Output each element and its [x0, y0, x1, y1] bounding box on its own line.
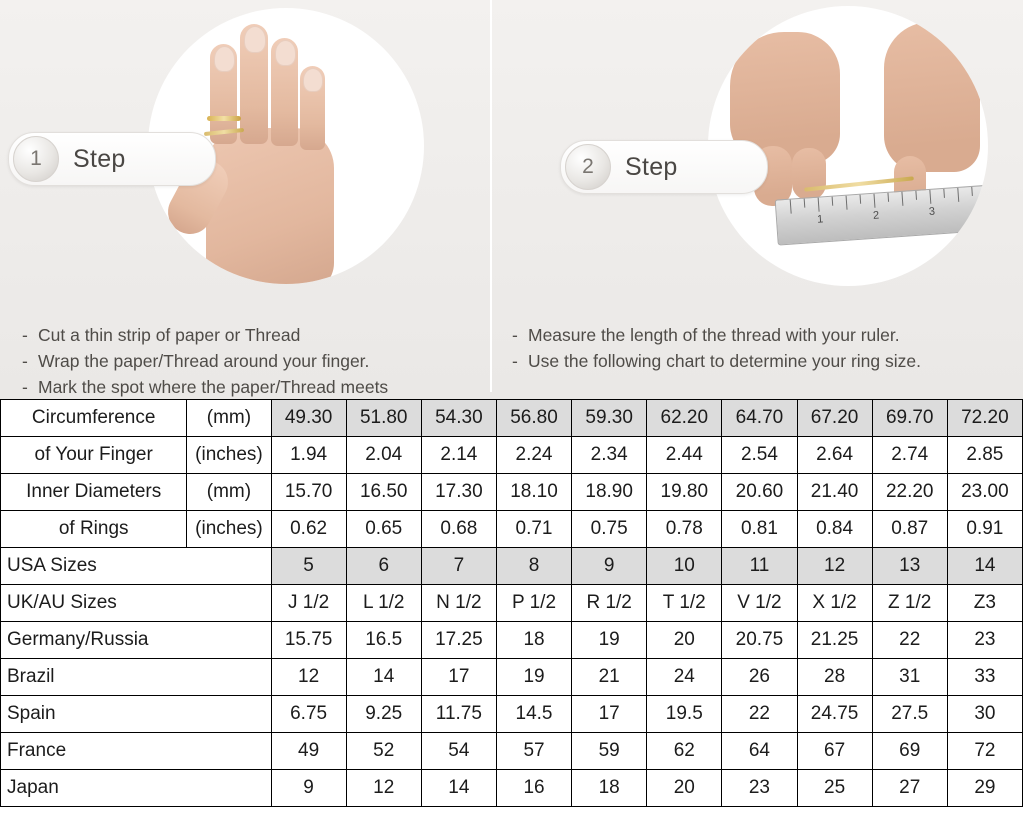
cell: 22.20	[872, 474, 947, 511]
cell: 19	[572, 622, 647, 659]
table-row	[1, 437, 1023, 474]
cell: 23.00	[947, 474, 1022, 511]
cell: 23	[947, 622, 1022, 659]
table-row	[1, 585, 1023, 622]
cell: 72	[947, 733, 1022, 770]
cell: 24.75	[797, 696, 872, 733]
ruler-tick	[929, 190, 931, 204]
cell: 16.5	[346, 622, 421, 659]
step-2-note-1	[512, 348, 1012, 374]
step-2-number: 2	[565, 144, 611, 190]
step-1-note-1-text: Wrap the paper/Thread around your finger.	[38, 351, 370, 371]
cell: 30	[947, 696, 1022, 733]
cell: 6.75	[271, 696, 346, 733]
step-1-note-2-text: Mark the spot where the paper/Thread meets	[38, 377, 389, 397]
row-unit-diameter-inches: (inches)	[187, 511, 271, 548]
cell: 12	[346, 770, 421, 807]
cell: 13	[872, 548, 947, 585]
cell: 56.80	[496, 400, 571, 437]
right-hand	[884, 22, 980, 172]
cell: 18	[572, 770, 647, 807]
ring-size-table	[0, 399, 1023, 807]
row-label-diameter-mm: Inner Diameters	[1, 474, 187, 511]
cell: 0.91	[947, 511, 1022, 548]
cell: 15.75	[271, 622, 346, 659]
cell: 20	[647, 622, 722, 659]
cell: 59	[572, 733, 647, 770]
ring-size-table-wrap	[0, 399, 1023, 807]
cell: 69.70	[872, 400, 947, 437]
cell: 25	[797, 770, 872, 807]
cell: 29	[947, 770, 1022, 807]
cell: 49.30	[271, 400, 346, 437]
cell: N 1/2	[421, 585, 496, 622]
table-row	[1, 548, 1023, 585]
ruler-number-2: 2	[872, 209, 880, 222]
step-1-panel	[0, 0, 490, 399]
step-1-notes	[22, 322, 472, 399]
step-2-note-0-text: Measure the length of the thread with your ruler.	[528, 325, 900, 345]
cell: 2.44	[647, 437, 722, 474]
cell: 2.24	[496, 437, 571, 474]
cell: 0.78	[647, 511, 722, 548]
cell: 8	[496, 548, 571, 585]
row-label-japan: Japan	[1, 770, 272, 807]
cell: 2.34	[572, 437, 647, 474]
cell: 19	[496, 659, 571, 696]
cell: 22	[722, 696, 797, 733]
cell: 5	[271, 548, 346, 585]
row-label-circumference-inches: of Your Finger	[1, 437, 187, 474]
row-unit-circumference-mm: (mm)	[187, 400, 271, 437]
ruler-tick	[971, 187, 973, 196]
cell: 0.75	[572, 511, 647, 548]
cell: 62	[647, 733, 722, 770]
cell: L 1/2	[346, 585, 421, 622]
cell: 18.10	[496, 474, 571, 511]
cell: 14.5	[496, 696, 571, 733]
step-1-note-0	[22, 322, 472, 348]
cell: 20.60	[722, 474, 797, 511]
cell: 28	[797, 659, 872, 696]
ruler-number-1: 1	[816, 213, 824, 226]
bullet-dash: -	[22, 377, 28, 397]
table-row	[1, 511, 1023, 548]
cell: 17	[572, 696, 647, 733]
ruler-tick	[790, 200, 792, 214]
cell: 2.85	[947, 437, 1022, 474]
cell: 10	[647, 548, 722, 585]
step-2-word: Step	[625, 152, 678, 181]
cell: 27	[872, 770, 947, 807]
ruler-tick	[873, 194, 875, 208]
row-label-spain: Spain	[1, 696, 272, 733]
cell: 67	[797, 733, 872, 770]
cell: Z 1/2	[872, 585, 947, 622]
cell: Z3	[947, 585, 1022, 622]
palm-shape	[206, 128, 334, 284]
table-row	[1, 733, 1023, 770]
bullet-dash: -	[512, 325, 518, 345]
cell: 64	[722, 733, 797, 770]
cell: 24	[647, 659, 722, 696]
row-label-usa: USA Sizes	[1, 548, 272, 585]
cell: 27.5	[872, 696, 947, 733]
row-unit-diameter-mm: (mm)	[187, 474, 271, 511]
cell: 33	[947, 659, 1022, 696]
bullet-dash: -	[22, 351, 28, 371]
row-label-uk-au: UK/AU Sizes	[1, 585, 272, 622]
cell: 62.20	[647, 400, 722, 437]
row-label-diameter-inches: of Rings	[1, 511, 187, 548]
cell: 20.75	[722, 622, 797, 659]
ruler-tick	[804, 199, 806, 208]
cell: 2.04	[346, 437, 421, 474]
cell: 9	[271, 770, 346, 807]
cell: 2.54	[722, 437, 797, 474]
ruler-tick	[887, 193, 889, 202]
cell: 72.20	[947, 400, 1022, 437]
ruler-number-3: 3	[928, 205, 936, 218]
cell: P 1/2	[496, 585, 571, 622]
step-1-badge	[8, 132, 216, 186]
step-1-word: Step	[73, 144, 126, 173]
ruler-tick	[901, 192, 903, 206]
cell: J 1/2	[271, 585, 346, 622]
table-row	[1, 659, 1023, 696]
cell: 2.74	[872, 437, 947, 474]
cell: V 1/2	[722, 585, 797, 622]
cell: 0.68	[421, 511, 496, 548]
cell: 0.62	[271, 511, 346, 548]
cell: 0.65	[346, 511, 421, 548]
cell: 15.70	[271, 474, 346, 511]
step-2-badge	[560, 140, 768, 194]
table-row	[1, 474, 1023, 511]
cell: 0.81	[722, 511, 797, 548]
step-1-note-2	[22, 374, 472, 399]
table-row	[1, 696, 1023, 733]
table-row	[1, 770, 1023, 807]
cell: T 1/2	[647, 585, 722, 622]
cell: 0.87	[872, 511, 947, 548]
cell: 12	[797, 548, 872, 585]
cell: 51.80	[346, 400, 421, 437]
left-hand-finger-2	[792, 148, 826, 200]
table-row	[1, 622, 1023, 659]
ring-band	[207, 116, 241, 121]
ruler-tick	[846, 196, 848, 210]
step-2-note-1-text: Use the following chart to determine your ring size.	[528, 351, 921, 371]
cell: 6	[346, 548, 421, 585]
cell: 16	[496, 770, 571, 807]
step-1-note-1	[22, 348, 472, 374]
row-label-germany-russia: Germany/Russia	[1, 622, 272, 659]
cell: 9.25	[346, 696, 421, 733]
cell: 14	[346, 659, 421, 696]
cell: 11	[722, 548, 797, 585]
cell: 9	[572, 548, 647, 585]
step-2-note-0	[512, 322, 1012, 348]
cell: 7	[421, 548, 496, 585]
ruler-tick	[832, 197, 834, 206]
cell: 16.50	[346, 474, 421, 511]
step-1-number: 1	[13, 136, 59, 182]
step-2-notes	[512, 322, 1012, 374]
cell: 21.25	[797, 622, 872, 659]
cell: 57	[496, 733, 571, 770]
cell: 54	[421, 733, 496, 770]
cell: 54.30	[421, 400, 496, 437]
ruler-tick	[818, 198, 820, 212]
bullet-dash: -	[22, 325, 28, 345]
nail-index	[214, 46, 235, 72]
bullet-dash: -	[512, 351, 518, 371]
step-2-panel	[492, 0, 1023, 399]
cell: 17.30	[421, 474, 496, 511]
ruler-tick	[943, 189, 945, 198]
cell: 17	[421, 659, 496, 696]
cell: X 1/2	[797, 585, 872, 622]
cell: 59.30	[572, 400, 647, 437]
steps-section	[0, 0, 1023, 399]
cell: 2.14	[421, 437, 496, 474]
cell: 18.90	[572, 474, 647, 511]
row-unit-circumference-inches: (inches)	[187, 437, 271, 474]
cell: 14	[421, 770, 496, 807]
cell: 20	[647, 770, 722, 807]
nail-ring	[275, 40, 296, 66]
cell: 31	[872, 659, 947, 696]
cell: 0.71	[496, 511, 571, 548]
ruler-tick	[860, 195, 862, 204]
cell: 1.94	[271, 437, 346, 474]
row-label-france: France	[1, 733, 272, 770]
cell: 52	[346, 733, 421, 770]
ruler-tick	[957, 188, 959, 202]
ruler-tick	[915, 191, 917, 200]
cell: 17.25	[421, 622, 496, 659]
row-label-circumference-mm: Circumference	[1, 400, 187, 437]
step-1-note-0-text: Cut a thin strip of paper or Thread	[38, 325, 301, 345]
cell: 2.64	[797, 437, 872, 474]
cell: R 1/2	[572, 585, 647, 622]
cell: 22	[872, 622, 947, 659]
cell: 18	[496, 622, 571, 659]
row-label-brazil: Brazil	[1, 659, 272, 696]
nail-pinky	[303, 68, 323, 92]
cell: 49	[271, 733, 346, 770]
cell: 26	[722, 659, 797, 696]
cell: 12	[271, 659, 346, 696]
cell: 21	[572, 659, 647, 696]
cell: 21.40	[797, 474, 872, 511]
table-row	[1, 400, 1023, 437]
cell: 69	[872, 733, 947, 770]
cell: 23	[722, 770, 797, 807]
cell: 64.70	[722, 400, 797, 437]
cell: 14	[947, 548, 1022, 585]
cell: 0.84	[797, 511, 872, 548]
cell: 11.75	[421, 696, 496, 733]
cell: 19.5	[647, 696, 722, 733]
cell: 19.80	[647, 474, 722, 511]
cell: 67.20	[797, 400, 872, 437]
nail-middle	[244, 26, 266, 53]
